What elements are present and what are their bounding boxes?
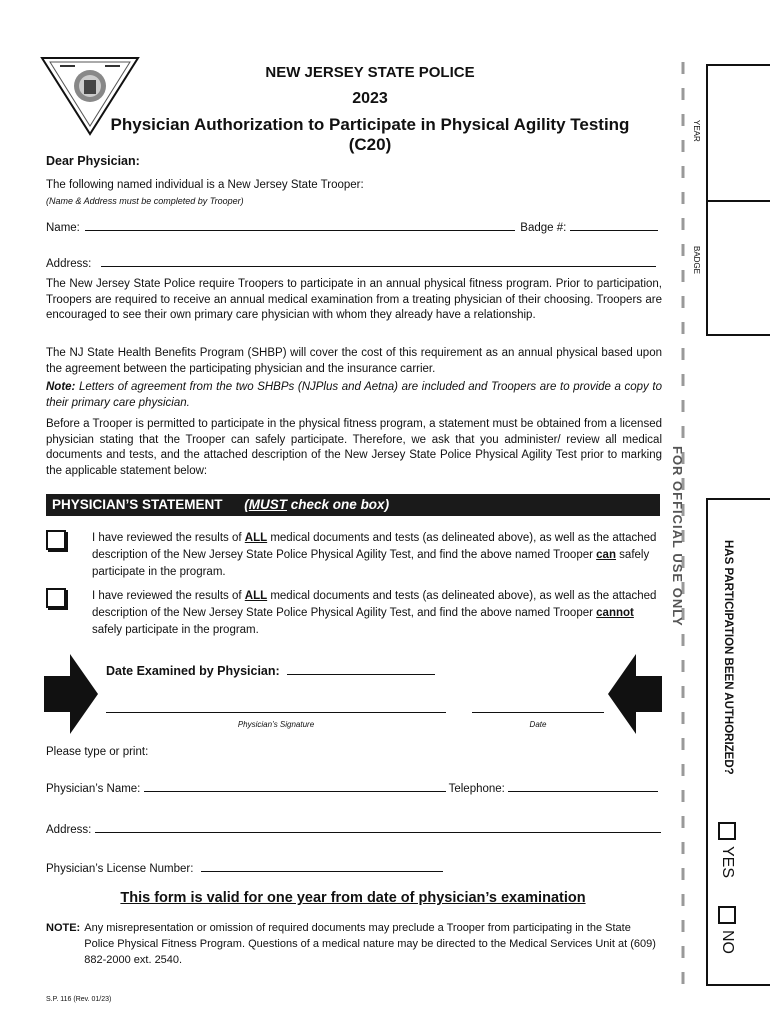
authorization-box — [706, 498, 770, 986]
telephone-label: Telephone: — [448, 783, 505, 795]
signature-caption: Physician’s Signature — [237, 720, 315, 729]
can-participate-checkbox[interactable] — [46, 530, 66, 550]
physician-signature-line[interactable] — [106, 712, 446, 713]
salutation: Dear Physician: — [46, 154, 140, 168]
physician-address-row — [46, 822, 662, 836]
statement-heading: PHYSICIAN’S STATEMENT — [52, 497, 223, 512]
physician-address-input-line[interactable] — [95, 822, 661, 833]
license-number-row — [46, 861, 662, 875]
telephone-input-line[interactable] — [508, 781, 658, 792]
note-text: Letters of agreement from the two SHBPs (NJPlus and Aetna) are included and Troopers are to provide a copy to their primary care physician. — [46, 381, 662, 409]
physician-name-row — [46, 781, 662, 795]
type-or-print-label: Please type or print: — [46, 746, 149, 758]
note-label: Note: — [46, 381, 76, 393]
badge-label: Badge #: — [520, 222, 567, 234]
no-option[interactable] — [718, 906, 736, 954]
badge-label-official: BADGE — [692, 246, 701, 275]
year-label: YEAR — [692, 120, 701, 142]
footer-note-text: Any misrepresentation or omission of required documents may preclude a Trooper from participating in the State Police Physical Fitness Program. Questions of a medical nature may be directed to the Medical Services Unit at (609) 882-2000 ext. 2540. — [84, 922, 656, 966]
validity-statement: This form is valid for one year from date of physician’s examination — [120, 890, 586, 906]
license-number-label: Physician’s License Number: — [46, 863, 194, 875]
form-title: Physician Authorization to Participate in Physical Agility Testing (C20) — [110, 115, 630, 154]
date-examined-input-line[interactable] — [287, 662, 435, 675]
right-arrow-icon — [44, 654, 98, 734]
physician-statement-header — [46, 494, 660, 516]
left-arrow-icon — [608, 654, 662, 734]
license-number-input-line[interactable] — [201, 861, 443, 872]
address-label: Address: — [46, 258, 92, 270]
physician-address-label: Address: — [46, 824, 92, 836]
intro-note: (Name & Address must be completed by Trooper) — [46, 196, 244, 206]
name-badge-row — [46, 220, 662, 234]
authorization-question: HAS PARTICIPATION BEEN AUTHORIZED? — [722, 540, 734, 775]
can-participate-statement: I have reviewed the results of ALL medical documents and tests (as delineated above), as well as the attached description of the New Jersey State Police Physical Agility Test, and find the above named Trooper can safely participate in the program. — [92, 532, 657, 578]
date-examined-row — [106, 662, 435, 678]
agency-title: NEW JERSEY STATE POLICE — [265, 64, 475, 81]
name-label: Name: — [46, 222, 80, 234]
form-year: 2023 — [352, 90, 388, 107]
address-input-line[interactable] — [101, 256, 656, 267]
year-badge-divider — [708, 200, 770, 202]
footer-note — [46, 920, 662, 968]
physician-name-label: Physician’s Name: — [46, 783, 141, 795]
signature-date-line[interactable] — [472, 712, 604, 713]
intro-line: The following named individual is a New Jersey State Trooper: — [46, 179, 364, 191]
name-input-line[interactable] — [85, 220, 515, 231]
yes-label: YES — [719, 846, 736, 879]
signature-date-caption: Date — [529, 720, 547, 729]
paragraph-note — [46, 380, 662, 411]
must-check-instruction: (MUST check one box) — [244, 497, 390, 512]
official-year-badge-box — [706, 64, 770, 336]
badge-input-line[interactable] — [570, 220, 658, 231]
yes-option[interactable] — [718, 822, 736, 878]
form-revision: S.P. 116 (Rev. 01/23) — [46, 996, 112, 1003]
paragraph-shbp: The NJ State Health Benefits Program (SHBP) will cover the cost of this requirement as an annual physical based upon the agreement between the participating physician and the insurance carrier. — [46, 347, 662, 375]
yes-checkbox[interactable] — [718, 822, 736, 840]
official-use-only-label: FOR OFFICIAL USE ONLY — [670, 446, 685, 627]
cannot-participate-checkbox[interactable] — [46, 588, 66, 608]
address-row — [46, 256, 662, 270]
cannot-participate-statement: I have reviewed the results of ALL medical documents and tests (as delineated above), as well as the attached description of the New Jersey State Police Physical Agility Test, and find the above named Trooper cannot safely participate in the program. — [92, 590, 657, 636]
date-examined-label: Date Examined by Physician: — [106, 664, 280, 678]
physician-name-input-line[interactable] — [144, 781, 446, 792]
no-label: NO — [719, 930, 736, 954]
paragraph-requirement: The New Jersey State Police require Troopers to participate in an annual physical fitness program. Prior to participation, Troopers are required to receive an annual medical examination from a treating physician of their choosing. Troopers are encouraged to see their own primary care physician with whom they already have a relationship. — [46, 278, 662, 321]
footer-note-label: NOTE: — [46, 922, 81, 934]
paragraph-statement-intro: Before a Trooper is permitted to participate in the physical fitness program, a statement must be obtained from a licensed physician stating that the Trooper can safely participate. Therefore, we ask that you administer/ review all medical documents and tests, and the attached description of the New Jersey State Police Physical Agility Test prior to marking the applicable statement below: — [46, 418, 662, 477]
no-checkbox[interactable] — [718, 906, 736, 924]
